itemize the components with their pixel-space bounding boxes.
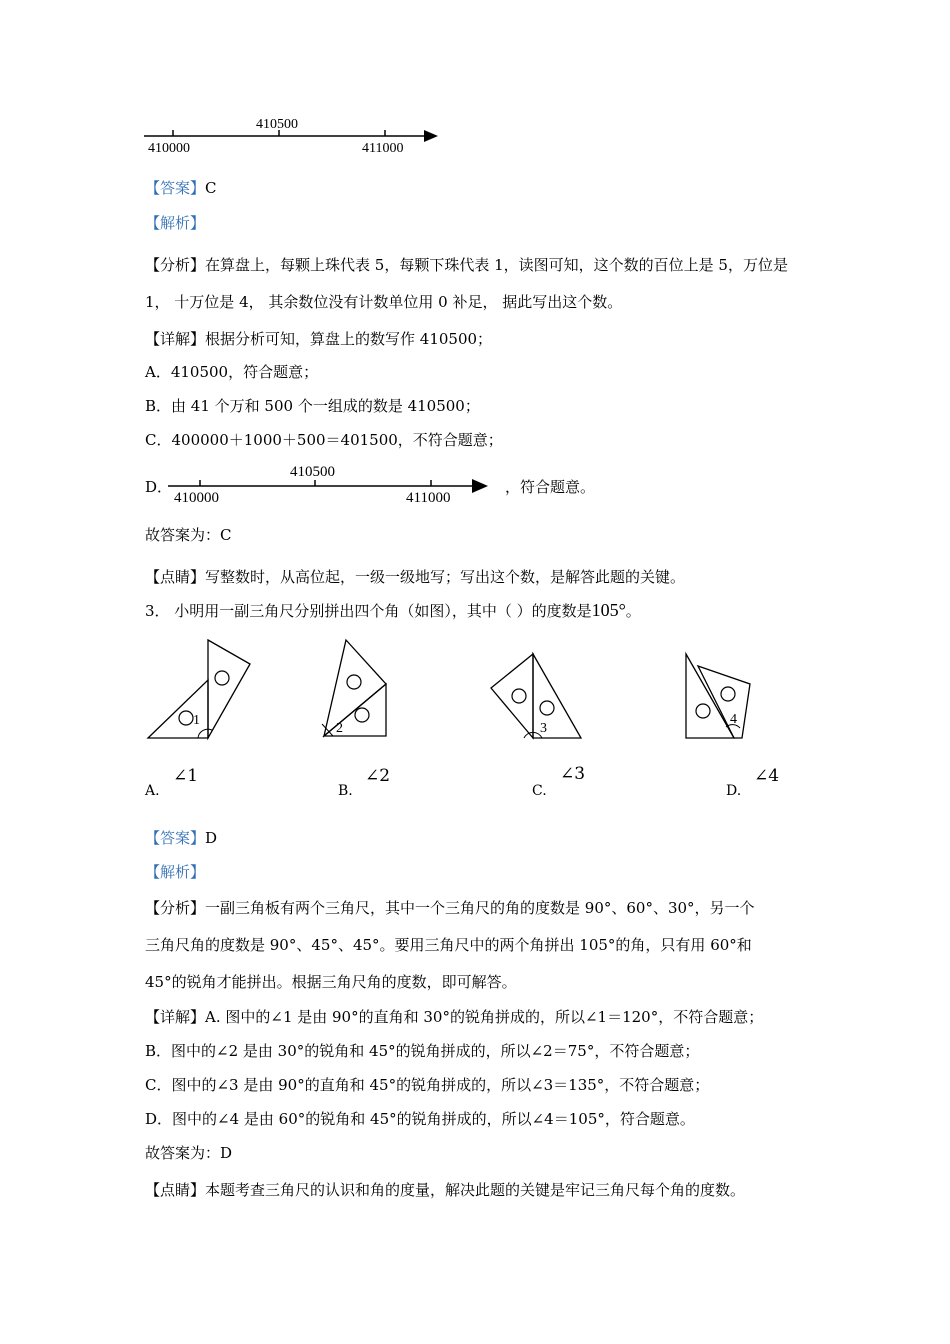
q3-analysis-tag: 【解析】: [145, 863, 206, 881]
q2-option-d-label: D．: [145, 478, 173, 496]
q3-option-b-angle: ∠2: [365, 766, 391, 786]
answer-value: D: [205, 829, 218, 847]
q3-xiangjie-4: D．图中的∠4 是由 60°的锐角和 45°的锐角拼成的，所以∠4＝105°，符合题意。: [145, 1110, 695, 1128]
q3-fenxi-3: 45°的锐角才能拼出。根据三角尺角的度数，即可解答。: [145, 973, 517, 991]
q2-analysis-tag: 【解析】: [145, 214, 206, 232]
d-numberline-mid-label: 410500: [290, 464, 335, 480]
q3-option-a-letter: A.: [145, 783, 160, 799]
figure-angle-4: [680, 648, 760, 743]
figure-label-2: 2: [336, 721, 343, 736]
figure-label-3: 3: [540, 721, 547, 736]
q2-fenxi-1: 【分析】在算盘上，每颗上珠代表 5，每颗下珠代表 1，读图可知，这个数的百位上是 5，万位是: [145, 256, 788, 274]
option-d-number-line: [166, 458, 496, 510]
q3-fenxi-2: 三角尺角的度数是 90°、45°、45°。要用三角尺中的两个角拼出 105°的角，只有用 60°和: [145, 936, 752, 954]
numberline-right-label: 411000: [362, 141, 404, 156]
q3-question-value: 105°: [591, 600, 626, 620]
figure-angle-2: [318, 632, 418, 747]
d-numberline-left-label: 410000: [174, 490, 219, 506]
q3-fenxi-1: 【分析】一副三角板有两个三角尺，其中一个三角尺的角的度数是 90°、60°、30°，另一个: [145, 899, 755, 917]
q3-xiangjie-1: 【详解】A. 图中的∠1 是由 90°的直角和 30°的锐角拼成的，所以∠1＝120°，不符合题意；: [145, 1008, 764, 1026]
q2-option-b: B．由 41 个万和 500 个一组成的数是 410500；: [145, 397, 480, 415]
q3-option-b-letter: B.: [338, 783, 353, 799]
numberline-mid-label: 410500: [256, 117, 298, 132]
q2-final-answer: 故答案为：C: [145, 526, 232, 544]
q2-answer: [145, 178, 217, 198]
q3-option-d-angle: ∠4: [754, 766, 780, 786]
q3-xiangjie-2: B．图中的∠2 是由 30°的锐角和 45°的锐角拼成的，所以∠2＝75°，不符合题意；: [145, 1042, 700, 1060]
figure-angle-1: [140, 632, 260, 747]
q3-final-answer: 故答案为：D: [145, 1144, 233, 1162]
answer-tag: 【答案】: [145, 179, 206, 197]
q3-option-d-letter: D.: [726, 783, 742, 799]
q2-xiangjie: 【详解】根据分析可知，算盘上的数写作 410500；: [145, 330, 493, 348]
q3-question-end: 。: [625, 602, 641, 620]
q3-dianjing: 【点睛】本题考查三角尺的认识和角的度量，解决此题的关键是牢记三角尺每个角的度数。: [145, 1181, 746, 1199]
q3-question: [145, 600, 641, 621]
q3-xiangjie-3: C．图中的∠3 是由 90°的直角和 45°的锐角拼成的，所以∠3＝135°，不符合题意；: [145, 1076, 710, 1094]
numberline-left-label: 410000: [148, 141, 190, 156]
q3-option-a-angle: ∠1: [173, 766, 199, 786]
q2-fenxi-2: 1， 十万位是 4， 其余数位没有计数单位用 0 补足， 据此写出这个数。: [145, 293, 623, 311]
figure-label-4: 4: [730, 712, 737, 727]
figure-angle-3: [485, 648, 590, 743]
d-numberline-right-label: 411000: [406, 490, 451, 506]
q2-option-d-suffix: ，符合题意。: [505, 478, 596, 496]
figure-label-1: 1: [193, 713, 200, 728]
q3-question-text: 3． 小明用一副三角尺分别拼出四个角（如图），其中（ ）的度数是: [145, 602, 592, 620]
answer-tag: 【答案】: [145, 829, 206, 847]
answer-value: C: [205, 179, 217, 197]
q3-option-c-angle: ∠3: [560, 764, 586, 784]
q2-option-a: A．410500，符合题意；: [145, 363, 319, 381]
q3-option-c-letter: C.: [532, 783, 547, 799]
q3-answer: [145, 828, 217, 848]
q2-option-c: C．400000＋1000＋500＝401500，不符合题意；: [145, 431, 503, 449]
q2-dianjing: 【点睛】写整数时，从高位起，一级一级地写；写出这个数，是解答此题的关键。: [145, 568, 686, 586]
top-number-line: [140, 112, 450, 162]
